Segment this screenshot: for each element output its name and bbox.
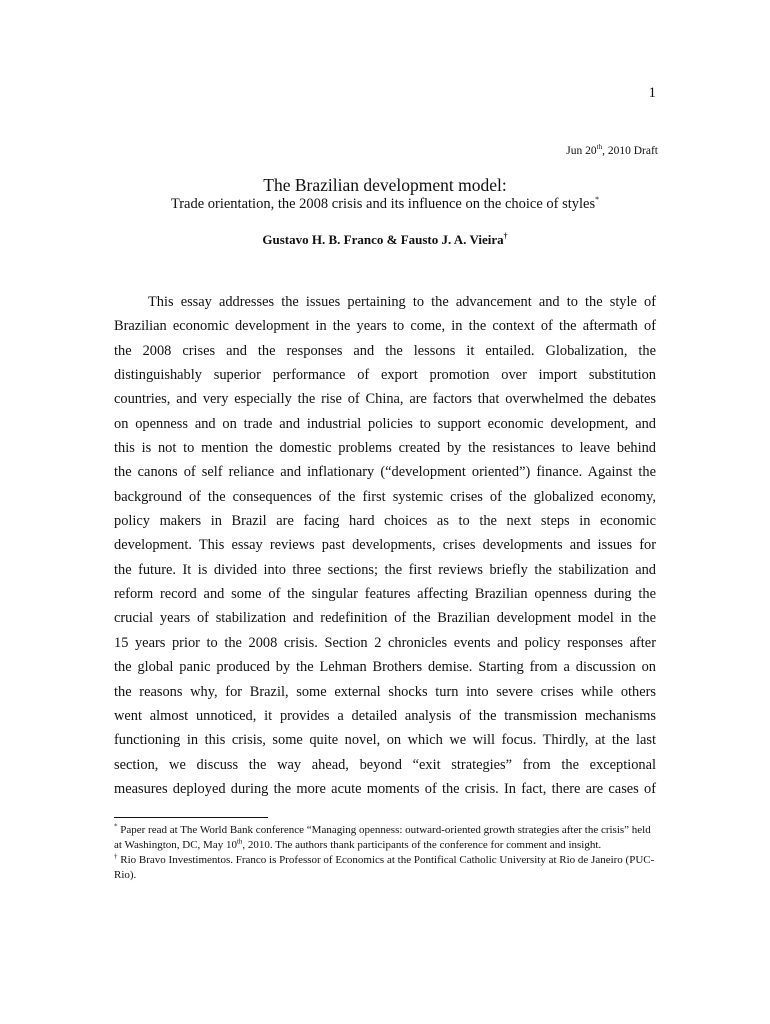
- subtitle-footnote-mark: *: [595, 195, 600, 205]
- body-line: development. This essay reviews past developments, crises developments and issues for: [114, 537, 656, 554]
- draft-date-suffix: , 2010 Draft: [602, 145, 658, 157]
- paper-title: The Brazilian development model:: [263, 175, 507, 195]
- body-line: 15 years prior to the 2008 crisis. Section 2 chronicles events and policy responses after: [114, 634, 656, 651]
- body-paragraph: [114, 290, 656, 801]
- page-number: 1: [648, 85, 656, 101]
- body-line: This essay addresses the issues pertaining to the advancement and to the style of: [148, 294, 656, 310]
- draft-date-prefix: Jun 20: [566, 145, 597, 157]
- body-line: reform record and some of the singular features affecting Brazilian openness during the: [114, 586, 656, 603]
- body-line: measures deployed during the more acute moments of the crisis. In fact, there are cases of: [114, 780, 656, 797]
- footnote-1-mark: *: [114, 822, 118, 831]
- body-line: countries, and very especially the rise of China, are factors that overwhelmed the debates: [114, 391, 656, 408]
- body-line: on openness and on trade and industrial policies to support economic development, and: [114, 415, 656, 432]
- footnote-rule: [114, 817, 268, 818]
- footnote-1-text-a: Paper read at The World Bank conference “Managing openness: outward-oriented growth strategies after the crisis” held at Washington, DC, May 10: [114, 824, 651, 851]
- footnote-1-text-b: , 2010. The authors thank participants of the conference for comment and insight.: [242, 839, 602, 851]
- draft-date-sup: th: [596, 143, 603, 152]
- body-line: crucial years of stabilization and redefinition of the Brazilian development model in the: [114, 610, 656, 627]
- subtitle-text: Trade orientation, the 2008 crisis and its influence on the choice of styles: [170, 196, 596, 212]
- authors-footnote-mark: †: [503, 231, 508, 241]
- footnotes: [114, 823, 658, 883]
- body-line: background of the consequences of the first systemic crises of the globalized economy,: [114, 488, 656, 505]
- footnote-2-text-a: Rio Bravo Investimentos. Franco is Professor of Economics at the Pontifical Catholic University at Rio de Janeiro (PUC-Rio).: [114, 854, 655, 881]
- paper-subtitle: [0, 196, 770, 213]
- footnote-2: [114, 853, 658, 883]
- draft-date: [566, 145, 658, 157]
- body-line: the future. It is divided into three sections; the first reviews briefly the stabilization and: [114, 561, 656, 578]
- body-line: the global panic produced by the Lehman Brothers demise. Starting from a discussion on: [114, 659, 656, 676]
- authors: [0, 232, 770, 248]
- body-line: the canons of self reliance and inflationary (“development oriented”) finance. Against the: [114, 464, 656, 481]
- authors-text: Gustavo H. B. Franco & Fausto J. A. Vieira: [262, 232, 504, 247]
- body-line: this is not to mention the domestic problems created by the resistances to leave behind: [114, 440, 656, 457]
- body-line: distinguishably superior performance of export promotion over import substitution: [114, 367, 656, 384]
- footnote-2-mark: †: [114, 852, 118, 861]
- body-line: section, we discuss the way ahead, beyond “exit strategies” from the exceptional: [114, 756, 656, 773]
- footnote-1: [114, 823, 658, 853]
- footnote-1-sup: th: [236, 837, 243, 846]
- body-line: the 2008 crises and the responses and the lessons it entailed. Globalization, the: [114, 342, 656, 359]
- body-line: went almost unnoticed, it provides a detailed analysis of the transmission mechanisms: [114, 707, 656, 724]
- body-line: Brazilian economic development in the years to come, in the context of the aftermath of: [114, 318, 656, 335]
- body-line: policy makers in Brazil are facing hard choices as to the next steps in economic: [114, 513, 656, 530]
- body-line: the reasons why, for Brazil, some external shocks turn into severe crises while others: [114, 683, 656, 700]
- body-line: functioning in this crisis, some quite novel, on which we will focus. Thirdly, at the last: [114, 732, 656, 749]
